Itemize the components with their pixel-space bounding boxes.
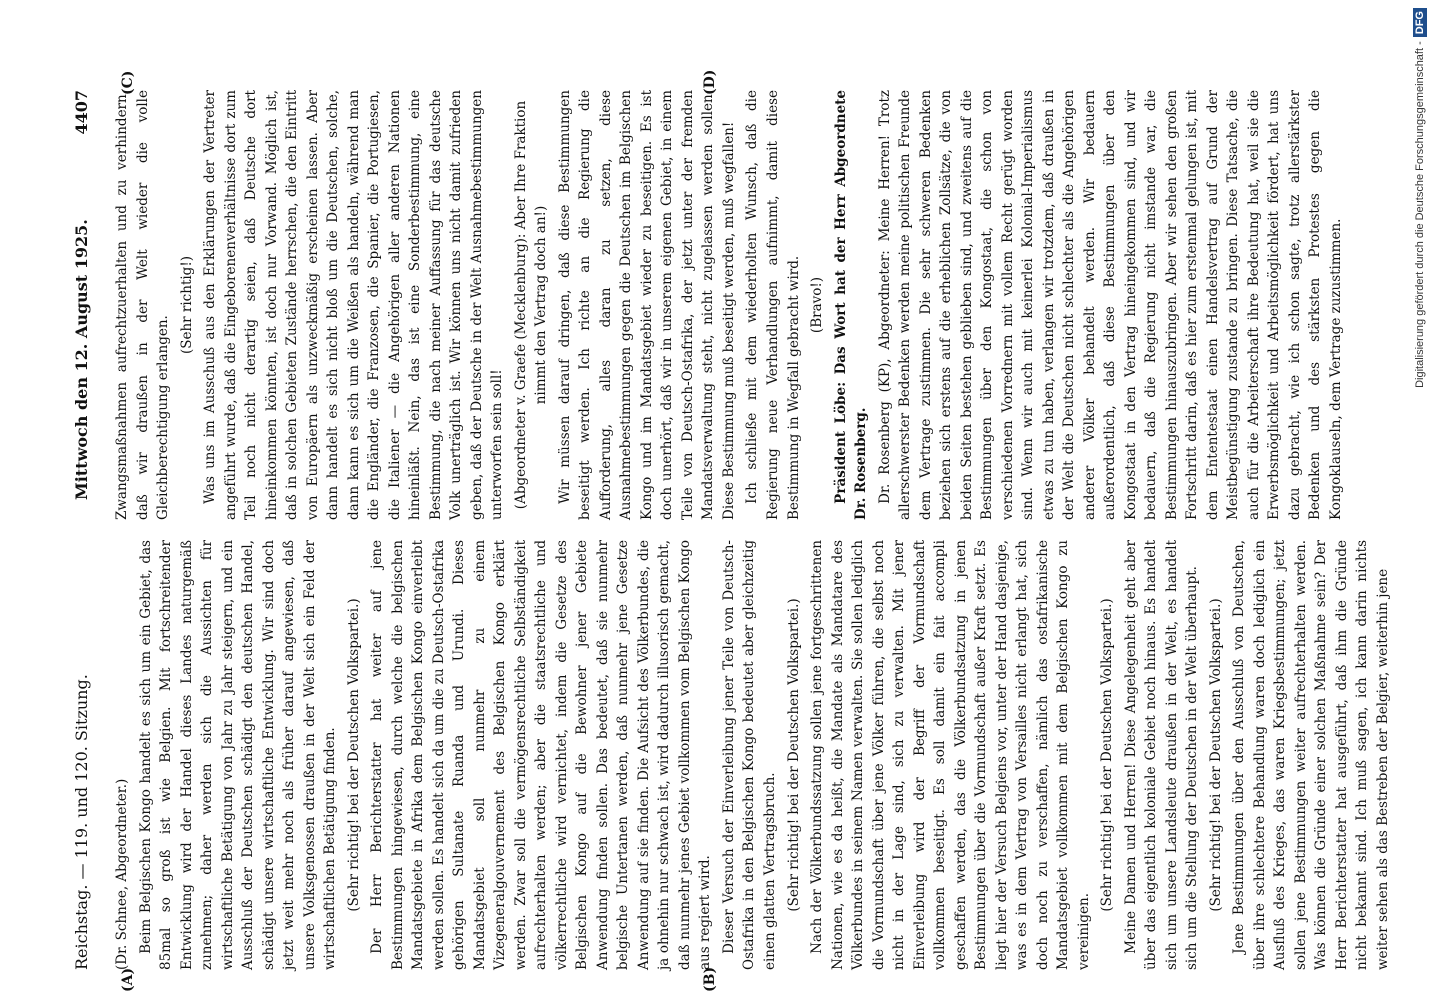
- paragraph: Was uns im Ausschuß aus den Erklärungen der Vertreter angeführt wurde, daß die Eingeborenenverhältnisse dort zum Teil noch nicht derartig seien, daß Deutsche dort hineinkommen könnten, ist doch nur Vorwand. Möglich ist, daß in solchen Gebieten Zustände herrschen, die den Eintritt von Europäern als unzweckmäßig erscheinen lassen. Aber dann handelt es sich nicht bloß um die Deutschen, solche, dann kann es sich um die Weißen als handeln, während man die Engländer, die Franzosen, die Spanier, die Portugiesen, die Italiener — die Angehörigen aller anderen Nationen hineinläßt. Nein, das ist eine Sonderbestimmung, eine Bestimmung, die nach meiner Auffassung für das deutsche Volk unerträglich ist. Wir können uns nicht damit zufrieden geben, daß der Deutsche in der Welt Ausnahmebestimmungen unterworfen sein soll!: [202, 90, 506, 520]
- interjection: (Abgeordneter v. Graefe (Mecklenburg): Aber Ihre Fraktion nimmt den Vertrag doch an!): [512, 100, 550, 510]
- document-page: [70, 69, 1391, 992]
- header-date: Mittwoch den 12. August 1925.: [72, 219, 91, 500]
- paragraph: Meine Damen und Herren! Diese Angelegenheit geht aber über das eigentlich koloniale Gebiet noch hinaus. Es handelt sich um unsere Landsleute draußen in der Welt, es handelt sich um die Stellung der Deutschen in der Welt überhaupt.: [1122, 540, 1201, 970]
- interjection: (Sehr richtig! bei der Deutschen Volkspartei.): [785, 598, 802, 912]
- digitization-credit: [1410, 8, 1430, 992]
- paragraph: Jene Bestimmungen über den Ausschluß von Deutschen, über ihre schlechtere Behandlung waren doch lediglich ein Ausfluß des Krieges, das waren Kriegsbestimmungen; jetzt sollen jene Bestimmungen weiter aufrechterhalten werden. Was können die Gründe einer solchen Maßnahme sein? Der Herr Berichterstatter hat ausgeführt, daß ihm die Gründe nicht bekannt sind. Ich muß sagen, ich kann darin nichts weiter sehen als das Bestreben der Belgier, weiterhin jene: [1231, 540, 1391, 970]
- left-column: [112, 540, 1391, 970]
- right-column: [112, 90, 1344, 520]
- paragraph: Wir müssen darauf dringen, daß diese Bestimmungen beseitigt werden. Ich richte an die Regierung die Aufforderung, alles daran zu setzen, diese Ausnahmebestimmungen gegen die Deutschen im Belgischen Kongo und im Mandatsgebiet wieder zu beseitigen. Es ist doch unerhört, daß wir in unserem eigenen Gebiet, in einem Teile von Deutsch-Ostafrika, der jetzt unter der fremden Mandatsverwaltung steht, nicht zugelassen werden sollen. Diese Bestimmung muß beseitigt werden, muß wegfallen!: [556, 90, 737, 520]
- margin-marker-d: (D): [702, 69, 718, 95]
- paragraph: Nach der Völkerbundssatzung sollen jene fortgeschrittenen Nationen, wie es da heißt, die Mandate als Mandatare des Völkerbundes in seinem Namen verwalten. Sie sollen lediglich die Vormundschaft über jene Völker führen, die selbst noch nicht in der Lage sind, sich zu verwalten. Mit jener Einverleibung wird der Begriff der Vormundschaft vollkommen beseitigt. Es soll damit ein fait accompli geschaffen werden, das die Völkerbundsatzung in jenen Bestimmungen über die Vormundschaft außer Kraft setzt. Es liegt hier der Versuch Belgiens vor, unter der Hand dasjenige, was es in dem Vertrag von Versailles nicht erlangt hat, sich doch noch zu verschaffen, nämlich das ostafrikanische Mandatsgebiet vollkommen mit dem Belgischen Kongo zu vereinigen.: [809, 540, 1092, 970]
- paragraph: Dr. Rosenberg (KP), Abgeordneter: Meine Herren! Trotz allerschwerster Bedenken werden meine politischen Freunde dem Vertrage zustimmen. Die sehr schweren Bedenken beziehen sich erstens auf die erheblichen Zollsätze, die von beiden Seiten bestehen geblieben sind, und zweitens auf die Bestimmungen über den Kongostaat, die schon von verschiedenen Vorrednern mit vollem Recht gerügt worden sind. Wenn wir auch mit keinerlei Kolonial-Imperialismus etwas zu tun haben, verlangen wir trotzdem, daß draußen in der Welt die Deutschen nicht schlechter als die Angehörigen anderer Völker behandelt werden. Wir bedauern außerordentlich, daß diese Bestimmungen über den Kongostaat in den Vertrag hineingekommen sind, und wir bedauern, daß die Regierung nicht imstande war, die Bestimmungen hinauszubringen. Aber wir sehen den großen Fortschritt darin, daß es hier zum erstenmal gelungen ist, mit dem Ententestaat einen Handelsvertrag auf Grund der Meistbegünstigung zustande zu bringen. Diese Tatsache, die auch für die Arbeiterschaft ihre Bedeutung hat, weil sie die Erwerbsmöglichkeit und Arbeitsmöglichkeit fördert, hat uns dazu gebracht, wie ich schon sagte, trotz allerstärkster Bedenken und des stärksten Protestes gegen die Kongoklauseln, dem Vertrage zuzustimmen.: [876, 90, 1344, 520]
- rotated-page-area: [70, 69, 1391, 992]
- interjection: (Bravo!): [809, 276, 826, 334]
- paragraph: Beim Belgischen Kongo handelt es sich um ein Gebiet, das 85mal so groß ist wie Belgien. Mit fortschreitender Entwicklung wird der Handel dieses Landes naturgemäß zunehmen; daher werden sich die Aussichten für wirtschaftliche Betätigung von Jahr zu Jahr steigern, und ein Ausschluß der Deutschen schädigt den deutschen Handel, schädigt unsere wirtschaftliche Entwicklung. Wir sind doch jetzt weit mehr noch als früher darauf angewiesen, daß unsere Volksgenossen draußen in der Welt sich ein Feld der wirtschaftlichen Betätigung finden.: [137, 540, 339, 970]
- paragraph: Der Herr Berichterstatter hat weiter auf jene Bestimmungen hingewiesen, durch welche die belgischen Mandatsgebiete in Afrika dem Belgischen Kongo einverleibt werden sollen. Es handelt sich da um die zu Deutsch-Ostafrika gehörigen Sultanate Ruanda und Urundi. Dieses Mandatsgebiet soll nunmehr zu einem Vizegeneralgouvernement des Belgischen Kongo erklärt werden. Zwar soll die vermögensrechtliche Selbständigkeit aufrechterhalten werden; aber die staatsrechtliche und völkerrechtliche wird vernichtet, indem die Gesetze des Belgischen Kongo auf die Bewohner jener Gebiete Anwendung finden sollen. Das bedeutet, daß sie nunmehr belgische Untertanen werden, daß nunmehr jene Gesetze Anwendung auf sie finden. Die Aufsicht des Völkerbundes, die ja ohnehin nur schwach ist, wird dadurch illusorisch gemacht, daß nunmehr jenes Gebiet vollkommen vom Belgischen Kongo aus regiert wird.: [369, 540, 714, 970]
- interjection: (Sehr richtig! bei der Deutschen Volkspartei.): [1099, 598, 1116, 912]
- dfg-logo: DFG: [1413, 8, 1427, 37]
- paragraph: Dieser Versuch der Einverleibung jener Teile von Deutsch-Ostafrika in den Belgischen Kongo bedeutet aber gleichzeitig einen glatten Vertragsbruch.: [720, 540, 778, 970]
- paragraph: Ich schließe mit dem wiederholten Wunsch, daß die Regierung neue Verhandlungen aufnimmt, damit diese Bestimmung in Wegfall gebracht wird.: [744, 90, 802, 520]
- margin-marker-a: (A): [120, 967, 136, 992]
- interjection: (Sehr richtig!): [178, 255, 195, 355]
- margin-marker-c: (C): [120, 70, 136, 95]
- interjection: (Sehr richtig! bei der Deutschen Volkspartei.): [1207, 598, 1224, 912]
- margin-marker-b: (B): [702, 966, 718, 992]
- page-header: [70, 90, 98, 970]
- header-left: Reichstag. — 119. und 120. Sitzung.: [72, 674, 91, 970]
- speaker-continuation: (Dr. Schnee, Abgeordneter.): [114, 778, 130, 970]
- credit-text: Digitalisierung gefördert durch die Deutsche Forschungsgemeinschaft -: [1414, 41, 1426, 388]
- interjection: (Sehr richtig! bei der Deutschen Volkspartei.): [345, 598, 362, 912]
- president-statement: Präsident Löbe: Das Wort hat der Herr Abgeordnete Dr. Rosenberg.: [832, 90, 870, 520]
- paragraph: Zwangsmaßnahmen aufrechtzuerhalten und zu verhindern, daß wir draußen in der Welt wieder die volle Gleichberechtigung erlangen.: [114, 90, 172, 520]
- page-number: 4407: [72, 90, 91, 135]
